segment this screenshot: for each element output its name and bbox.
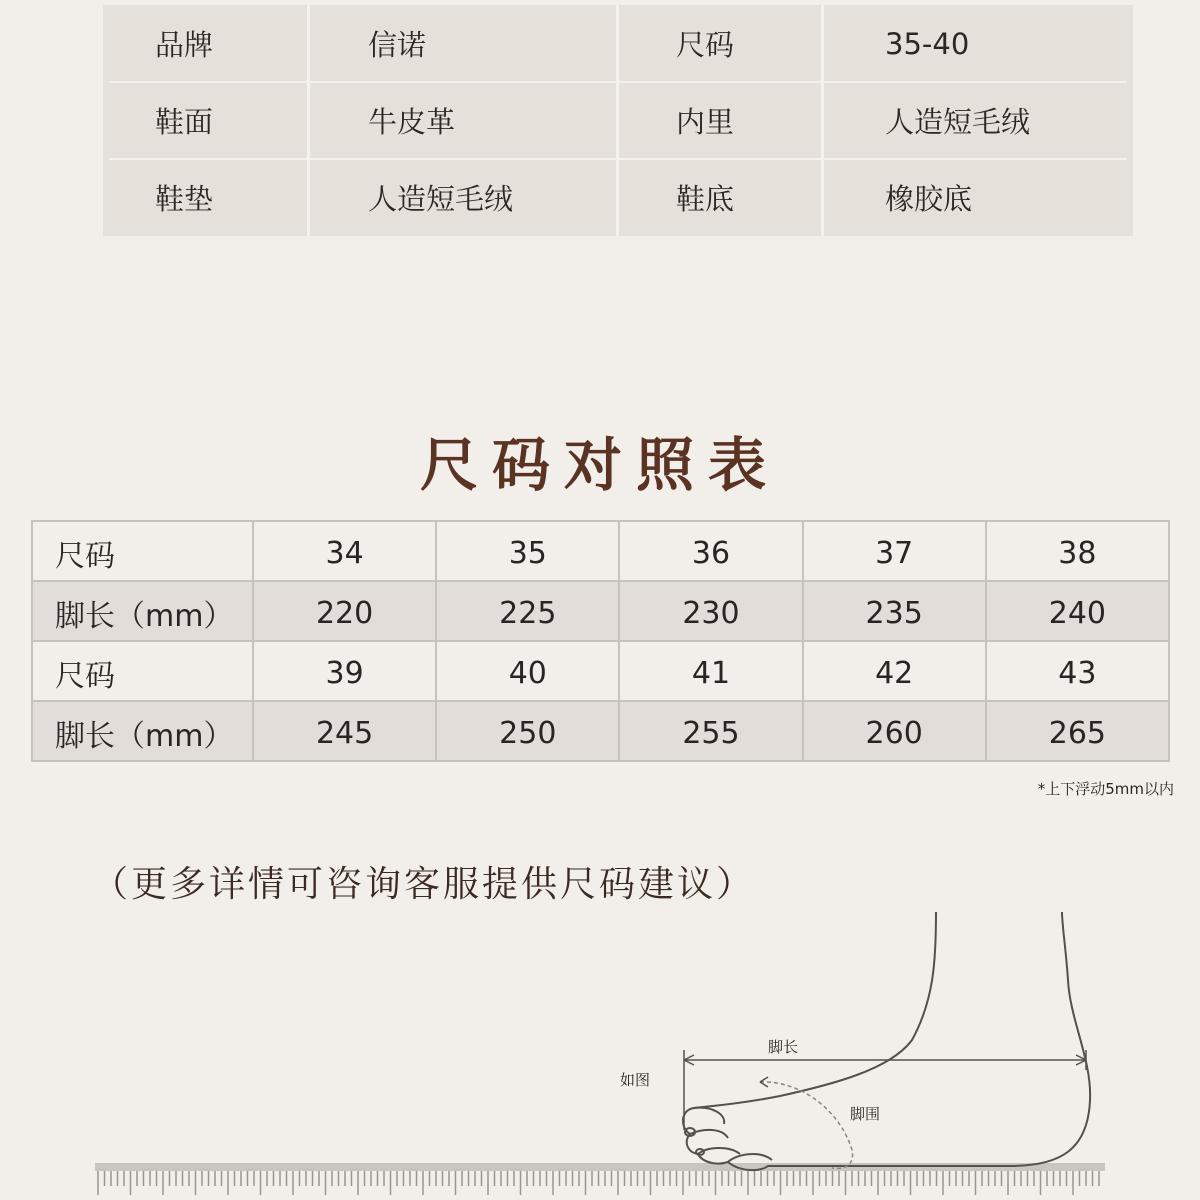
spec-value-insole: 人造短毛绒 — [368, 182, 514, 216]
length-cell: 265 — [986, 701, 1169, 761]
consult-text: （更多详情可咨询客服提供尺码建议） — [92, 864, 756, 905]
size-cell: 34 — [253, 521, 436, 581]
label-foot-length: 脚长 — [768, 1038, 799, 1056]
spec-label-size: 尺码 — [676, 28, 735, 62]
size-cell: 36 — [619, 521, 802, 581]
size-label: 尺码 — [32, 521, 253, 581]
length-cell: 225 — [436, 581, 619, 641]
tolerance-note: *上下浮动5mm以内 — [1037, 780, 1174, 798]
size-label: 尺码 — [32, 641, 253, 701]
spec-value-brand: 信诺 — [368, 28, 427, 62]
length-cell: 260 — [803, 701, 986, 761]
spec-value-size: 35-40 — [885, 26, 970, 61]
spec-label-sole: 鞋底 — [676, 182, 735, 216]
size-cell: 42 — [803, 641, 986, 701]
spec-row — [103, 5, 1133, 82]
spec-value-sole: 橡胶底 — [885, 182, 973, 216]
foot-outline — [683, 912, 1090, 1170]
size-cell: 43 — [986, 641, 1169, 701]
size-chart-title: 尺码对照表 — [419, 431, 780, 499]
length-label: 脚长（mm） — [32, 701, 253, 761]
length-label: 脚长（mm） — [32, 581, 253, 641]
spec-value-lining: 人造短毛绒 — [885, 105, 1031, 139]
length-cell: 240 — [986, 581, 1169, 641]
spec-row — [103, 159, 1133, 236]
spec-label-lining: 内里 — [676, 105, 735, 139]
length-cell: 250 — [436, 701, 619, 761]
size-chart-table — [31, 520, 1170, 762]
label-as-shown: 如图 — [620, 1071, 651, 1089]
spec-table — [103, 5, 1133, 236]
size-cell: 40 — [436, 641, 619, 701]
length-cell: 230 — [619, 581, 802, 641]
size-cell: 35 — [436, 521, 619, 581]
spec-label-brand: 品牌 — [155, 28, 214, 62]
toe-lines — [685, 1108, 772, 1162]
size-cell: 37 — [803, 521, 986, 581]
spec-label-upper: 鞋面 — [155, 105, 214, 139]
length-row — [32, 701, 1169, 761]
ruler — [95, 1163, 1105, 1195]
size-row — [32, 641, 1169, 701]
length-cell: 245 — [253, 701, 436, 761]
size-cell: 39 — [253, 641, 436, 701]
length-cell: 220 — [253, 581, 436, 641]
length-row — [32, 581, 1169, 641]
foot-diagram — [0, 900, 1200, 1200]
spec-value-upper: 牛皮革 — [368, 105, 456, 139]
spec-row — [103, 82, 1133, 159]
length-cell: 235 — [803, 581, 986, 641]
label-foot-girth: 脚围 — [850, 1105, 881, 1123]
size-row — [32, 521, 1169, 581]
spec-label-insole: 鞋垫 — [155, 182, 214, 216]
length-cell: 255 — [619, 701, 802, 761]
girth-curve — [760, 1082, 853, 1169]
size-cell: 41 — [619, 641, 802, 701]
size-cell: 38 — [986, 521, 1169, 581]
